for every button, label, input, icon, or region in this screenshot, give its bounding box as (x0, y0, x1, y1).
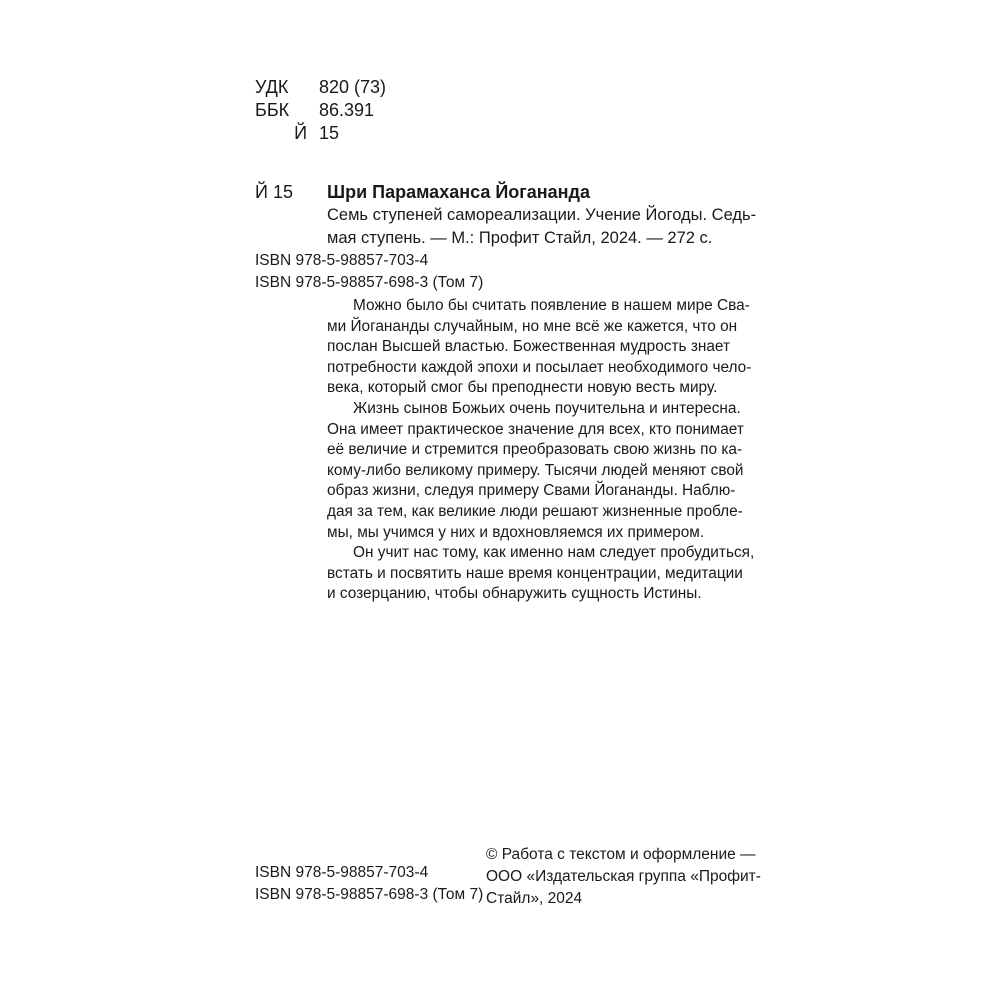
card-author-mark: Й 15 (255, 182, 293, 202)
copyright-line: Стайл», 2024 (486, 890, 583, 907)
annotation-line: Можно было бы считать появление в нашем мире Сва- (353, 297, 750, 314)
footer-isbn-line: ISBN 978-5-98857-703-4 (255, 864, 429, 881)
annotation-line: послан Высшей властью. Божественная мудрость знает (327, 338, 731, 356)
card-title-line: мая ступень. — М.: Профит Стайл, 2024. — 272 с. (327, 229, 713, 247)
footer-isbn-line: ISBN 978-5-98857-698-3 (Том 7) (255, 886, 484, 903)
card-isbn-block (255, 250, 483, 294)
copyright-line: ООО «Издательская группа «Профит- (486, 868, 761, 885)
footer-isbn-block (255, 862, 483, 906)
annotation-line: встать и посвятить наше время концентрации, медитации (327, 564, 743, 582)
annotation-line: Он учит нас тому, как именно нам следует пробудиться, (353, 544, 755, 562)
annotation-line: Она имеет практическое значение для всех, кто понимает (327, 420, 744, 438)
annotation-text (327, 296, 755, 605)
annotation-line: кому-либо великому примеру. Тысячи людей меняют свой (327, 461, 744, 479)
card-title-line: Семь ступеней самореализации. Учение Йогоды. Седь- (327, 206, 757, 224)
author-mark-label: Й (294, 123, 307, 143)
card-bibliographic-title (327, 204, 756, 250)
annotation-line: образ жизни, следуя примеру Свами Йогананды. Наблю- (327, 482, 736, 500)
card-isbn-line: ISBN 978-5-98857-698-3 (Том 7) (255, 274, 484, 291)
udk-label: УДК (255, 77, 289, 97)
copyright-notice (486, 844, 761, 910)
bbk-value: 86.391 (319, 100, 375, 120)
card-isbn-line: ISBN 978-5-98857-703-4 (255, 252, 429, 269)
annotation-line: её величие и стремится преобразовать свою жизнь по ка- (327, 441, 743, 459)
bbk-label: ББК (255, 100, 290, 120)
annotation-line: дая за тем, как великие люди решают жизненные пробле- (327, 502, 743, 520)
annotation-line: века, который смог бы преподнести новую весть миру. (327, 379, 718, 397)
annotation-line: и созерцанию, чтобы обнаружить сущность Истины. (327, 585, 702, 603)
author-mark-value: 15 (319, 123, 340, 143)
annotation-line: потребности каждой эпохи и посылает необходимого чело- (327, 358, 752, 376)
udk-value: 820 (73) (319, 77, 387, 97)
annotation-line: ми Йогананды случайным, но мне всё же кажется, что он (327, 317, 738, 335)
copyright-line: © Работа с текстом и оформление — (486, 846, 756, 863)
annotation-line: мы, мы учимся у них и вдохновляемся их примером. (327, 523, 705, 541)
card-author: Шри Парамаханса Йогананда (327, 182, 590, 202)
annotation-line: Жизнь сынов Божьих очень поучительна и интересна. (353, 399, 741, 417)
